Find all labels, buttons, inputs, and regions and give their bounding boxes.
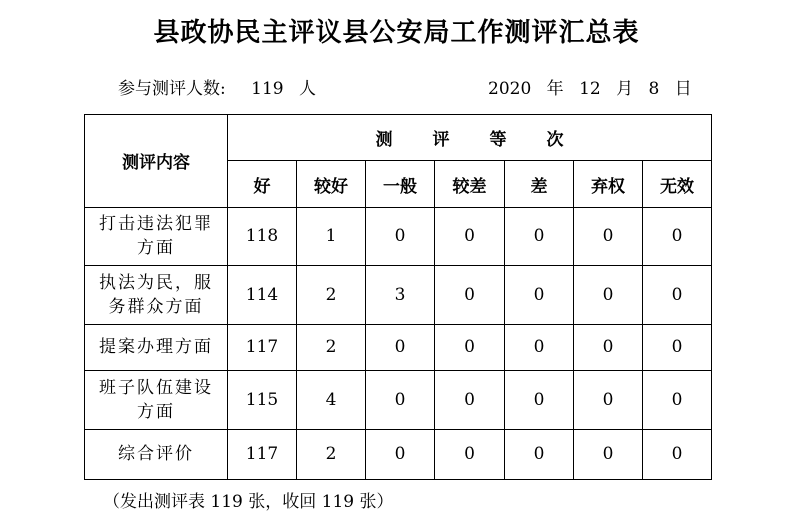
report-date: [488, 74, 692, 99]
table-cell: 0: [574, 324, 643, 370]
table-cell: 1: [297, 207, 366, 265]
column-header: 较差: [435, 161, 505, 207]
table-cell: 0: [505, 266, 574, 324]
column-header: 差: [505, 161, 574, 207]
table-cell: 0: [505, 371, 574, 429]
row-label: [85, 207, 228, 265]
participants-info: [118, 74, 316, 99]
row-label-line: 综合评价: [118, 444, 194, 465]
table-cell: 117: [228, 324, 297, 370]
participants-count: 119: [251, 79, 284, 99]
table-cell: 0: [505, 207, 574, 265]
date-year: 2020: [488, 79, 532, 99]
column-header: 较好: [297, 161, 366, 207]
table-cell: 0: [366, 324, 435, 370]
table-cell: 0: [643, 429, 712, 479]
row-label-line: 务群众方面: [108, 296, 204, 317]
row-label-line: 提案办理方面: [99, 337, 213, 358]
table-cell: 0: [435, 266, 505, 324]
column-header: 无效: [643, 161, 712, 207]
table-cell: 0: [505, 324, 574, 370]
table-row: [85, 429, 712, 479]
table-cell: 117: [228, 429, 297, 479]
table-cell: 0: [435, 371, 505, 429]
date-day-unit: 日: [674, 79, 692, 99]
table-row: [85, 207, 712, 265]
date-year-unit: 年: [546, 79, 564, 99]
row-label-line: 执法为民，服: [99, 272, 213, 293]
date-month-unit: 月: [616, 79, 634, 99]
group-header: 测评等次: [228, 115, 712, 161]
table-cell: 2: [297, 324, 366, 370]
date-day: 8: [648, 79, 660, 99]
table-cell: 0: [574, 429, 643, 479]
date-month: 12: [579, 79, 601, 99]
table-cell: 4: [297, 371, 366, 429]
page-title: 县政协民主评议县公安局工作测评汇总表: [153, 18, 640, 48]
table-cell: 0: [643, 207, 712, 265]
participants-label: 参与测评人数:: [118, 79, 226, 99]
corner-header: 测评内容: [85, 115, 228, 208]
table-cell: 0: [435, 324, 505, 370]
row-label: [85, 324, 228, 370]
group-header-row: [85, 115, 712, 161]
table-cell: 2: [297, 429, 366, 479]
table-cell: 114: [228, 266, 297, 324]
table-cell: 0: [366, 429, 435, 479]
table-cell: 0: [574, 371, 643, 429]
participants-unit: 人: [299, 79, 316, 99]
row-label: [85, 371, 228, 429]
table-cell: 0: [643, 266, 712, 324]
row-label-line: 方面: [137, 238, 175, 259]
evaluation-table: [84, 114, 712, 480]
row-label-line: 打击违法犯罪: [99, 214, 213, 235]
column-header: 弃权: [574, 161, 643, 207]
table-cell: 0: [366, 371, 435, 429]
table-cell: 0: [574, 207, 643, 265]
row-label-line: 班子队伍建设: [99, 377, 213, 398]
table-cell: 0: [574, 266, 643, 324]
table-cell: 0: [505, 429, 574, 479]
table-row: [85, 266, 712, 324]
table-cell: 0: [643, 324, 712, 370]
column-header: 一般: [366, 161, 435, 207]
table-cell: 0: [435, 207, 505, 265]
row-label: [85, 266, 228, 324]
table-row: [85, 324, 712, 370]
table-cell: 0: [435, 429, 505, 479]
table-cell: 118: [228, 207, 297, 265]
table-cell: 0: [366, 207, 435, 265]
table-cell: 115: [228, 371, 297, 429]
distribution-note: （发出测评表 119 张，收回 119 张）: [103, 492, 394, 512]
table-row: [85, 371, 712, 429]
table-cell: 3: [366, 266, 435, 324]
table-cell: 0: [643, 371, 712, 429]
column-header: 好: [228, 161, 297, 207]
row-label: [85, 429, 228, 479]
row-label-line: 方面: [137, 401, 175, 422]
table-cell: 2: [297, 266, 366, 324]
